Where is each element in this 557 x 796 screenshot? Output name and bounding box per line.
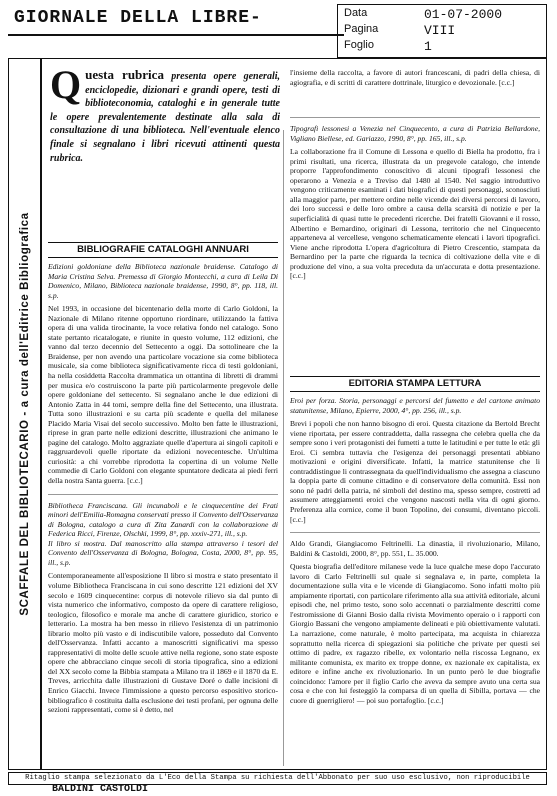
- review-continuation: l'insieme della raccolta, a favore di autori francescani, di padri della chiesa, di agiografia, e di scritti di carattere dottrinale, liturgico e devozionale. [c.c.]: [290, 68, 540, 87]
- right-column-top: [290, 68, 540, 368]
- review-reference: Aldo Grandi, Giangiacomo Feltrinelli. La dinastia, il rivoluzionario, Milano, Baldini & Castoldi, 2000, 8°, pp. 551, L. 35.000.: [290, 539, 540, 558]
- section-heading-editoria: EDITORIA STAMPA LETTURA: [290, 376, 540, 392]
- review-reference: Eroi per forza. Storia, personaggi e percorsi del fumetto e del cartone animato statunitense, Milano, Epierre, 2000, 4°, pp. 256, ill., s.p.: [290, 396, 540, 415]
- review-reference: Bibliotheca Franciscana. Gli incunaboli e le cinquecentine dei Frati minori dell'Emilia-Romagna conservati presso il Convento dell'Osservanza di Bologna, catalogo a cura di Zita Zanardi con la collaborazione di Federica Ricci, Firenze, Olschki, 1999, 8°, pp. xxxiv-271, ill., s.p.: [48, 500, 278, 539]
- header-rule: [8, 34, 344, 36]
- left-column: [48, 262, 278, 768]
- review-reference: Il libro si mostra. Dal manoscritto alla stampa attraverso i tesori del Convento dell'Osservanza di Bologna, Bologna, Costa, 2000, 8°, pp. 95, ill., s.p.: [48, 538, 278, 567]
- clipping-info-box: [337, 4, 547, 58]
- data-value: 01-07-2000: [424, 7, 503, 22]
- review-reference: Tipografi lessonesi a Venezia nel Cinquecento, a cura di Patrizia Bellardone, Vigliano Biellese, ed. Gariazzo, 1990, 8°, pp. 165, ill., s.p.: [290, 124, 540, 143]
- clipping-footer-note: Ritaglio stampa selezionato da L'Eco della Stampa su richiesta dell'Abbonato per suo uso esclusivo, non riproducibile: [8, 772, 547, 785]
- data-label: Data: [344, 7, 368, 19]
- section-heading-bibliografie: BIBLIOGRAFIE CATALOGHI ANNUARI: [48, 242, 278, 258]
- pagina-value: VIII: [424, 23, 456, 38]
- masthead-title: GIORNALE DELLA LIBRE-: [14, 8, 262, 28]
- info-row-pagina: [338, 23, 546, 39]
- client-name: BALDINI CASTOLDI: [52, 784, 149, 795]
- info-row-foglio: [338, 39, 546, 55]
- right-column-bottom: [290, 396, 540, 768]
- foglio-label: Foglio: [344, 39, 374, 51]
- foglio-value: 1: [424, 39, 432, 54]
- side-divider: [40, 58, 42, 770]
- review-reference: Edizioni goldoniane della Biblioteca nazionale braidense. Catalogo di Maria Cristina Selva. Premessa di Giorgio Montecchi, a cura di Leila Di Domenico, Milano, Biblioteca nazionale braidense, 1990, 8°, pp. 118, ill. s.p.: [48, 262, 278, 300]
- intro-text: presenta opere generali, enciclopedie, dizionari e grandi opere, testi di biblioteconomia, cataloghi e in generale tutte le opere prevalentemente destinate alla sala di consultazione di una biblioteca. Nell'eventuale elenco finale si segnalano i libri ricevuti attinenti questa rubrica.: [50, 71, 280, 164]
- rubric-intro: [50, 62, 280, 165]
- intro-dropcap: Q: [50, 62, 82, 107]
- review-body: La collaborazione fra il Comune di Lessona e quello di Biella ha prodotto, fra i primi risultati, una ricerca, illustrata da un pregevole catalogo, che intende proporre l'approfondimento conoscitivo di alcuni tipografi lessonesi che operarono a Venezia e a Treviso dal 1480 al 1540. Nel saggio introduttivo vengono criticamente esaminati i dati biografici di questi personaggi, sconosciuti alla maggior parte, per mettere ordine nelle vicende dei diversi percorsi di lavoro, dei loro successi e delle loro ombre a causa della scarsità di notizie e per la superficialità di quasi tutte le precedenti ricerche. Dei fratelli Giovanni e il rosso, Albertino e Bernardino, originari di Lessona, territorio che nel Cinquecento apparteneva al vercellese, vengono schematicamente elencati i lavori tipografici. Viene anche riprodotta L'opera d'agricoltura di Pietro Crescentio, stampata da Bernardino per la parte che riguarda la tecnica di coltivazione della vite e di produzione del vino, a sua volta preceduta da un'accurata e dotta presentazione. [c.c.]: [290, 147, 540, 281]
- info-row-data: [338, 7, 546, 23]
- review-separator: [290, 117, 540, 118]
- review-separator: [48, 494, 278, 495]
- review-body: Nel 1993, in occasione del bicentenario della morte di Carlo Goldoni, la Nazionale di Milano ritenne opportuno riordinare, utilizzando la fattiva opera di una valida tirocinante, la voce relativa fondo nel catalogo. Sono state pertanto ricatalogate, e riunite in questo volume, 112 edizioni, che vanno dal terzo decennio del Settecento a oggi. Da sottolineare che la Braidense, per non avendo una particolare vocazione sia come biblioteca musicale, sia come biblioteca significativamente ricca di testi goldoniani, ha nella cosiddetta Raccolta drammatica un ottantina di libretti di drammi per musica e/o costruiscono la parte più particolarmente pregevole delle opere goldoniane del settecento. Si segnalano anche le due edizioni di Antonio Zatta in 44 tomi, sempre della fine del Settecento, una illustrata. Tutta sono illustrazioni e su carta più scadente e quella del milanese Placido Maria Visai del secolo successivo. Molto ben fatte le illustrazioni, riprese in gran parte nelle edizioni descritte, illustrazioni che animano le pagine del catalogo. Molto aggraziate quelle d'apertura ai singoli capitoli e raggruardevoli quelle riportate da edizioni novecentesche. Un'ultima curiosità: a chi vorrebbe riprodotta la copertina di un volume Nelle commedie di Carlo Goldoni con elegante spuntatore dedicata ai piedi ferri della nostra Santa guerra. [c.c.]: [48, 304, 278, 486]
- vertical-banner-text: SCAFFALE DEL BIBLIOTECARIO - a cura dell'Editrice Bibliografica: [19, 212, 31, 616]
- review-body: Questa biografia dell'editore milanese vede la luce qualche mese dopo l'accurato lavoro di Carlo Feltrinelli sul quale si segnalava e, in parte, completa la documentazione sulla vita e le vicende di Giangiacomo. Sono infatti molto più ampiamente riportati, con particolare riferimento alla sua attività editoriale, alcuni episodi che, nel primo testo, sono solo accennati o parzialmente descritti come l'estromissione di Gianni Bosio dalla rivista Movimento operaio o i rapporti con Giorgio Bassani che vengono ampiamente delineati e più obiettivamente valutati. La narrazione, come naturale, è molto partecipata, ma acquista in chiarezza soprattutto nella ricerca di spiegazioni sia politiche che private per questi sei ottimo di padre, ex ragazzo ribelle, ex volontario nella riscossa Legnano, ex militante comunista, ex marito ex troppe donne, ex nazionale ex capitalista, ex editore e infine anche ex rivoluzionario. In un punto però le due biografie coincidono: l'amore per il figlio Carlo che aveva da sempre avuto una certa sua cosa e che con lui festeggiò la comparsa di un quella di Sibilla, portava — che cuore di guerrigliero! — poi suo portafoglio. [c.c.]: [290, 562, 540, 705]
- column-divider: [283, 130, 284, 766]
- review-body: Contemporaneamente all'esposizione Il libro si mostra e stato presentato il volume Bibliotheca Franciscana in cui sono descritte 121 edizioni del XV secolo e 1609 cinquecentine: corpus di notevole rilievo sia dal punto di vista numerico che informativo, composto da opere di carattere religioso, teologico, filosofico e morale ma anche di carattere giuridico, storico e letterario. La mostra ha ben messo in rilievo l'esistenza di un patrimonio librario molto più vasto e di indiscutibile valore, posseduto dal Convento dell'Osservanza. Infatti accanto a manoscritti significativi ma spesso rappresentativi di molte delle scuole attive nella regione, sono state esposte opere che abbracciano cinque secoli di storia tipografica, sino a edizioni del XX secolo come la Bibbia stampata a Milano tra il 1869 e il 1870 da E. Treves, arricchita dalle illustrazioni di Gustave Doré o dalle incisioni di Enrico Giacchi. Invece l'immissione a questo percorso espositivo storico-bibliografico è costituita dalla esclusione dei testi profani, per ognuna delle sezioni rappresentati, come si è detto, nel: [48, 571, 278, 715]
- review-separator: [290, 532, 540, 533]
- pagina-label: Pagina: [344, 23, 379, 35]
- intro-lead: uesta rubrica: [85, 67, 164, 82]
- review-body: Brevi i popoli che non hanno bisogno di eroi. Questa citazione da Bertold Brecht viene riportata, per essere contraddetta, dalla rassegna che celebra quella che da sempre sono i veri protagonisti dei fumetti a tutte le latitudini e per tutte le età: gli Eroi. Ci sembra tuttavia che l'esigenza dei personaggi presentati abbiano motivazioni e origini diversificate. Infatti, la matrice statunitense che li contraddistingue li contrassegnata da quell'individualismo che assegna a ciascuno la doppia parte di comune cittadino e di conservatore della comunità. Essi non sono né padri della patria, né simboli del destino ma, spesso sempre, costretti ad assumere atteggiamenti eroici che vengono nascosti nella vita di ogni giorno. Preferenza alla cornice, come il buon Topolino, dei consumi, diventano piccoli. [c.c.]: [290, 419, 540, 524]
- vertical-banner: [12, 64, 38, 764]
